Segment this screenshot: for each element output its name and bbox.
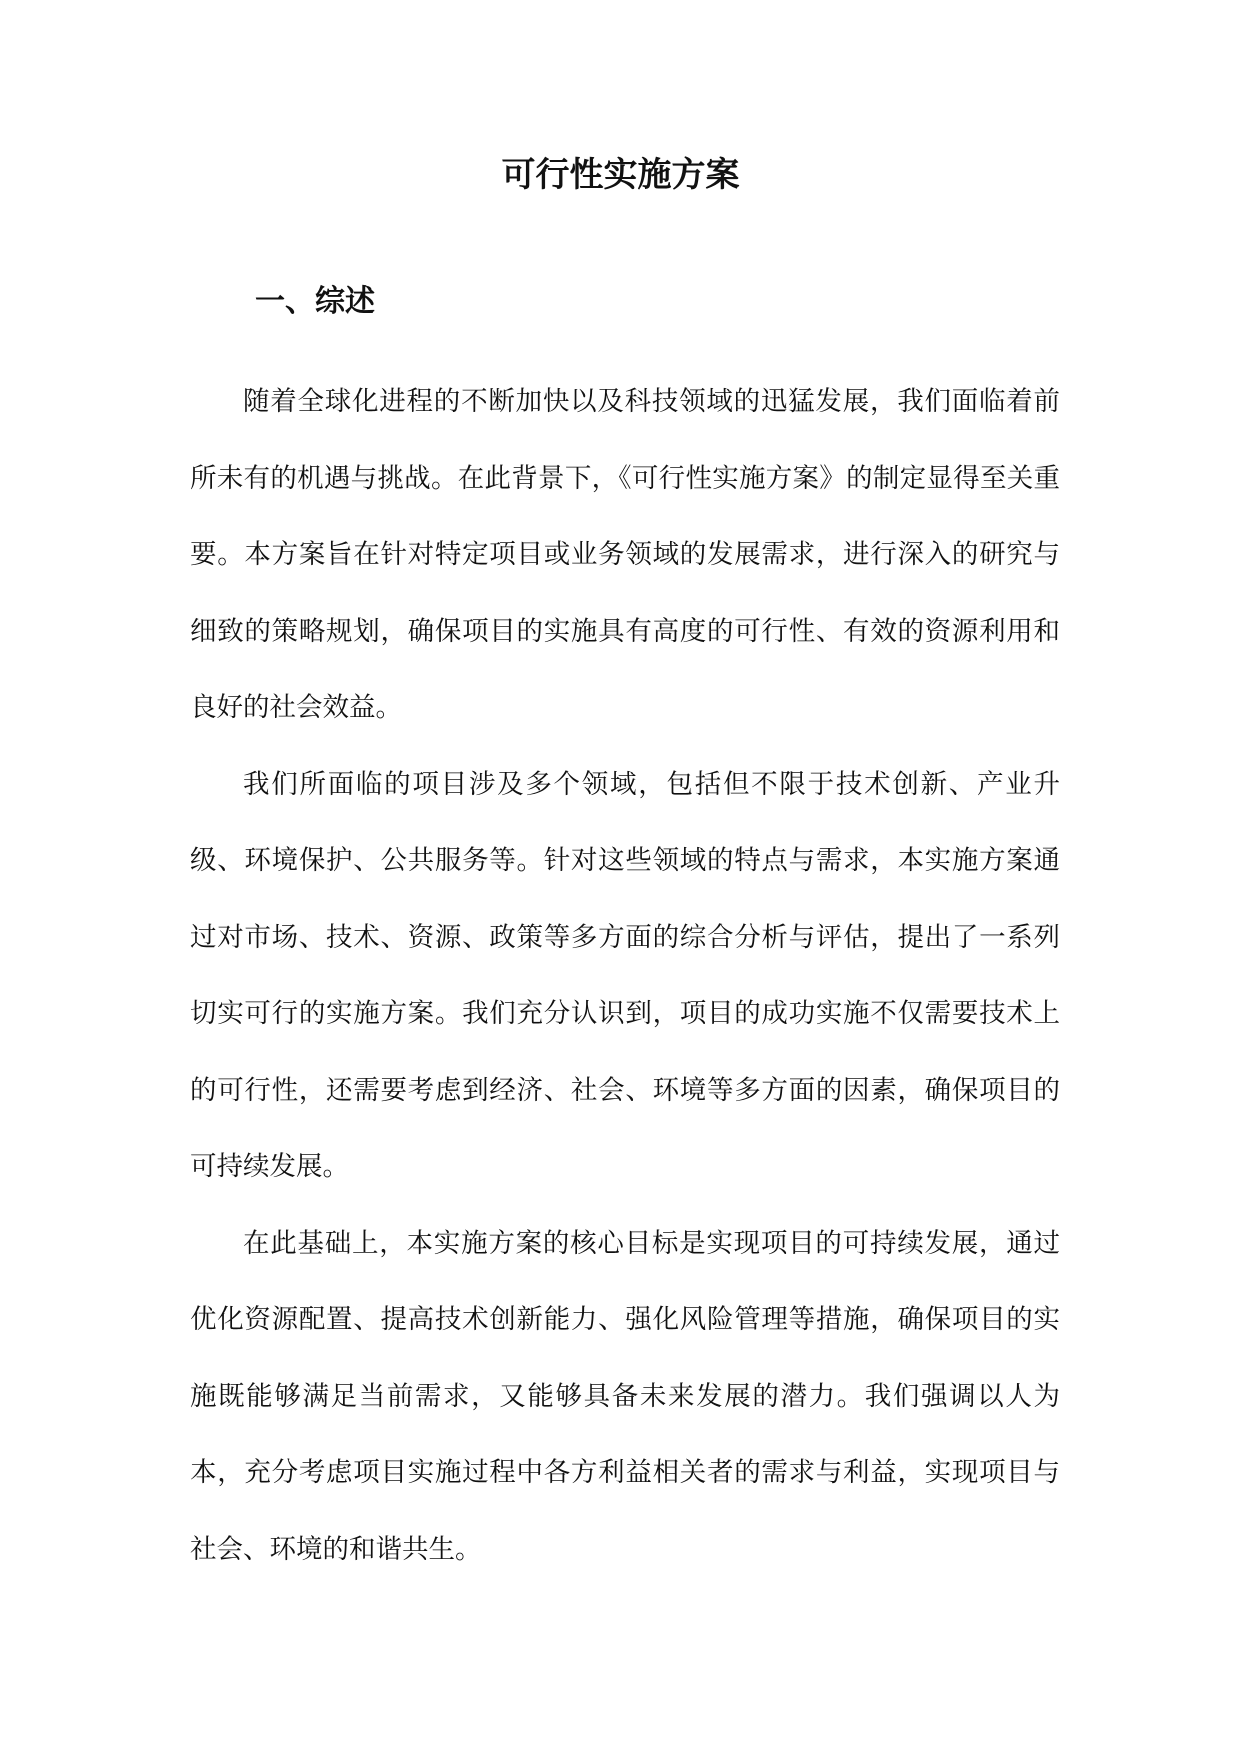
paragraph-3: 在此基础上，本实施方案的核心目标是实现项目的可持续发展，通过优化资源配置、提高技术创新能力、强化风险管理等措施，确保项目的实施既能够满足当前需求，又能够具备未来发展的潜力。我们强调以人为本，充分考虑项目实施过程中各方利益相关者的需求与利益，实现项目与社会、环境的和谐共生。	[190, 1227, 1060, 1565]
paragraph-2: 我们所面临的项目涉及多个领域，包括但不限于技术创新、产业升级、环境保护、公共服务等。针对这些领域的特点与需求，本实施方案通过对市场、技术、资源、政策等多方面的综合分析与评估，提出了一系列切实可行的实施方案。我们充分认识到，项目的成功实施不仅需要技术上的可行性，还需要考虑到经济、社会、环境等多方面的因素，确保项目的可持续发展。	[190, 768, 1060, 1182]
paragraph-1: 随着全球化进程的不断加快以及科技领域的迅猛发展，我们面临着前所未有的机遇与挑战。在此背景下，《可行性实施方案》的制定显得至关重要。本方案旨在针对特定项目或业务领域的发展需求，进行深入的研究与细致的策略规划，确保项目的实施具有高度的可行性、有效的资源利用和良好的社会效益。	[190, 386, 1060, 723]
section-body	[190, 364, 1060, 1588]
document-title: 可行性实施方案	[501, 155, 740, 195]
section-heading: 一、综述	[255, 284, 375, 319]
